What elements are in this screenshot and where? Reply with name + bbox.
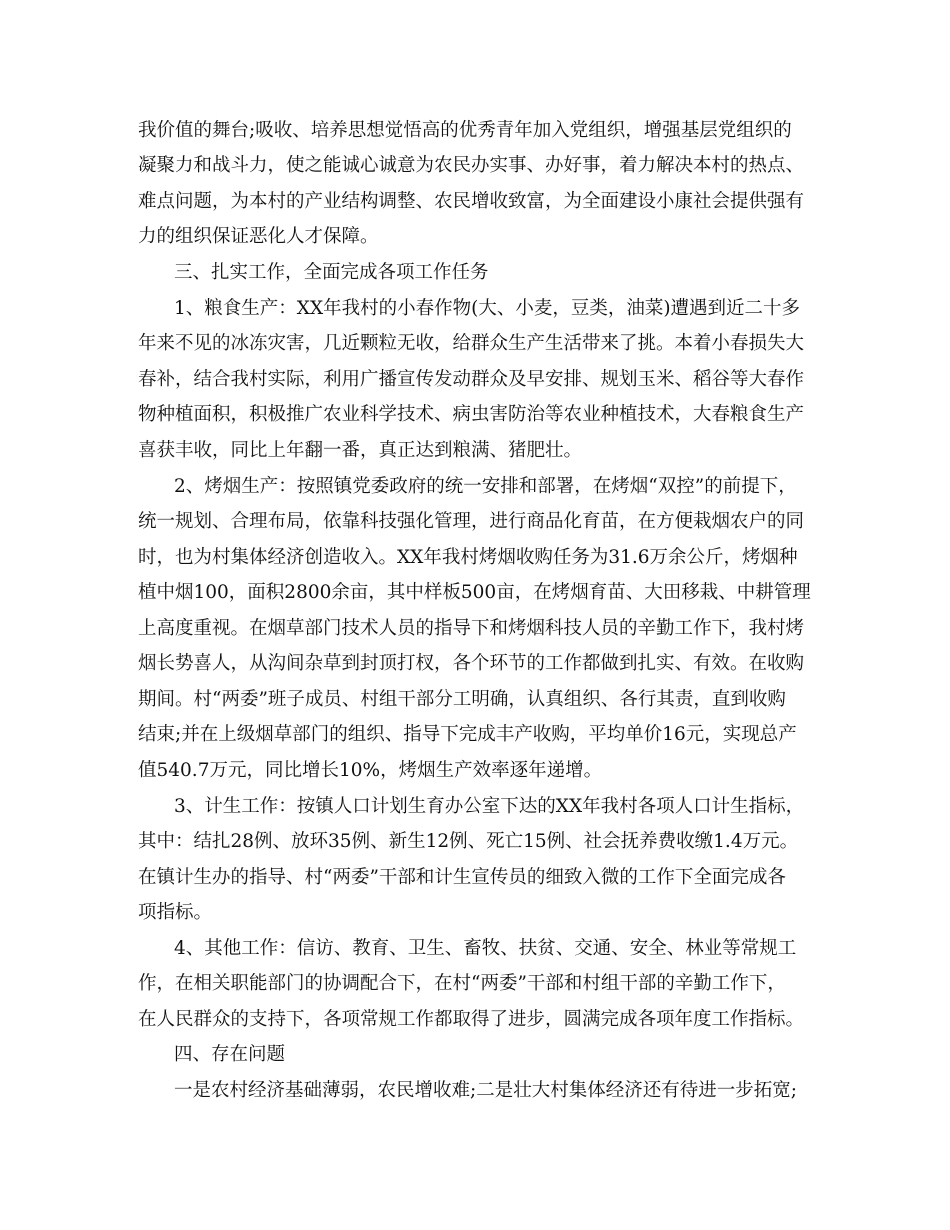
- paragraph-line: 值540.7万元，同比增长10%，烤烟生产效率逐年递增。: [138, 760, 603, 781]
- section-heading: 三、扎实工作，全面完成各项工作任务: [174, 262, 489, 283]
- paragraph-line: 在人民群众的支持下，各项常规工作都取得了进步，圆满完成各项年度工作指标。: [138, 1009, 805, 1030]
- paragraph-line: 结束;并在上级烟草部门的组织、指导下完成丰产收购，平均单价16元，实现总产: [138, 724, 797, 745]
- paragraph-line: 上高度重视。在烟草部门技术人员的指导下和烤烟科技人员的辛勤工作下，我村烤: [138, 618, 805, 639]
- section-heading: 四、存在问题: [174, 1044, 286, 1065]
- paragraph-line: 喜获丰收，同比上年翻一番，真正达到粮满、猪肥壮。: [138, 440, 583, 461]
- paragraph-line: 时，也为村集体经济创造收入。XX年我村烤烟收购任务为31.6万余公斤，烤烟种: [138, 547, 798, 568]
- paragraph-line: 其中：结扎28例、放环35例、新生12例、死亡15例、社会抚养费收缴1.4万元。: [138, 831, 799, 852]
- paragraph-line: 物种植面积，积极推广农业科学技术、病虫害防治等农业种植技术，大春粮食生产: [138, 404, 805, 425]
- paragraph-line: 植中烟100，面积2800余亩，其中样板500亩，在烤烟育苗、大田移栽、中耕管理: [138, 582, 811, 603]
- paragraph-line: 作，在相关职能部门的协调配合下，在村“两委”干部和村组干部的辛勤工作下，: [138, 973, 786, 994]
- paragraph-line: 4、其他工作：信访、教育、卫生、畜牧、扶贫、交通、安全、林业等常规工: [174, 938, 797, 959]
- paragraph-line: 一是农村经济基础薄弱，农民增收难;二是壮大村集体经济还有待进一步拓宽;: [174, 1080, 797, 1101]
- paragraph-line: 力的组织保证恶化人才保障。: [138, 226, 379, 247]
- paragraph-line: 期间。村“两委”班子成员、村组干部分工明确，认真组织、各行其责，直到收购: [138, 689, 786, 710]
- paragraph-line: 2、烤烟生产：按照镇党委政府的统一安排和部署，在烤烟“双控”的前提下，: [174, 476, 797, 497]
- paragraph-line: 凝聚力和战斗力，使之能诚心诚意为农民办实事、办好事，着力解决本村的热点、: [138, 155, 805, 176]
- paragraph-line: 烟长势喜人，从沟间杂草到封顶打杈，各个环节的工作都做到扎实、有效。在收购: [138, 653, 805, 674]
- paragraph-line: 我价值的舞台;吸收、培养思想觉悟高的优秀青年加入党组织，增强基层党组织的: [138, 120, 792, 141]
- paragraph-line: 难点问题，为本村的产业结构调整、农民增收致富，为全面建设小康社会提供强有: [138, 191, 805, 212]
- paragraph-line: 在镇计生办的指导、村“两委”干部和计生宣传员的细致入微的工作下全面完成各: [138, 867, 786, 888]
- paragraph-line: 3、计生工作：按镇人口计划生育办公室下达的XX年我村各项人口计生指标，: [174, 796, 805, 817]
- paragraph-line: 年来不见的冰冻灾害，几近颗粒无收，给群众生产生活带来了挑。本着小春损失大: [138, 333, 805, 354]
- paragraph-line: 统一规划、合理布局，依靠科技强化管理，进行商品化育苗，在方便栽烟农户的同: [138, 511, 805, 532]
- paragraph-line: 1、粮食生产：XX年我村的小春作物(大、小麦，豆类，油菜)遭遇到近二十多: [174, 298, 801, 319]
- paragraph-line: 春补，结合我村实际，利用广播宣传发动群众及早安排、规划玉米、稻谷等大春作: [138, 369, 805, 390]
- paragraph-line: 项指标。: [138, 902, 213, 923]
